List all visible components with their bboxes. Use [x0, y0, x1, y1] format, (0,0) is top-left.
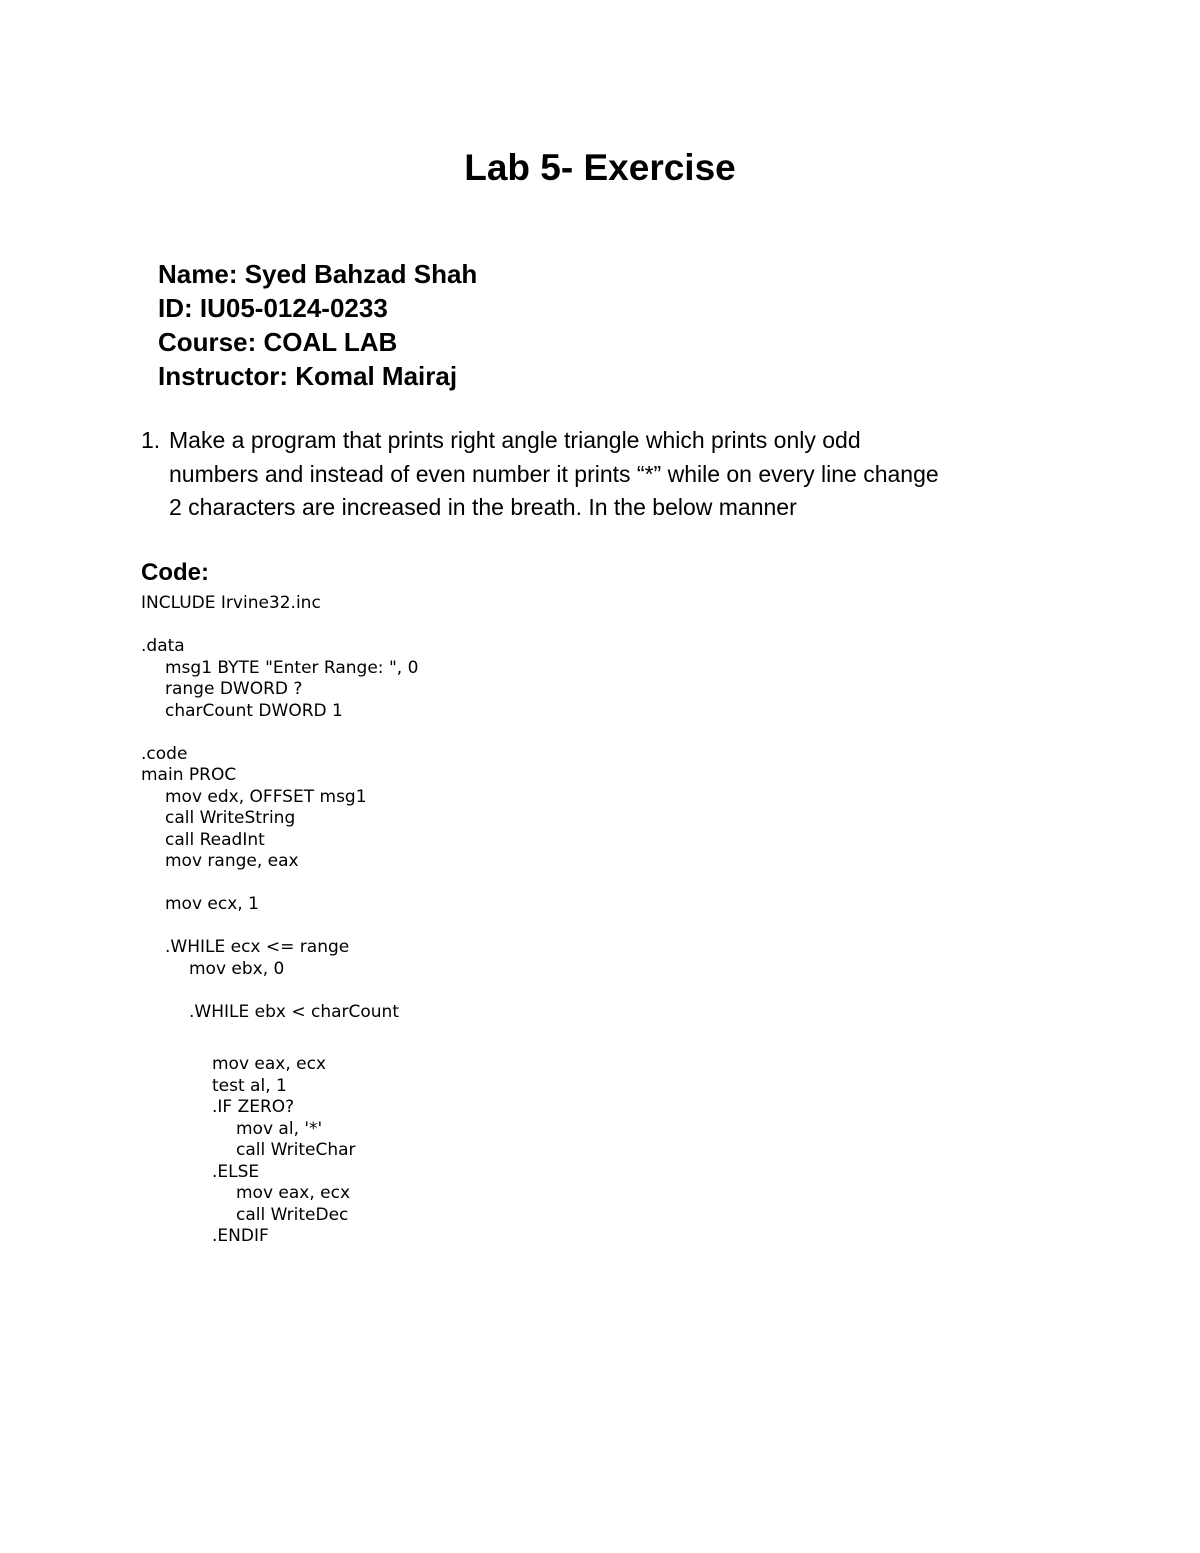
code-line: mov range, eax [165, 851, 299, 871]
code-line: .IF ZERO? [212, 1097, 295, 1117]
student-id: ID: IU05-0124-0233 [158, 293, 388, 323]
code-line: .data [141, 636, 185, 656]
question-line: Make a program that prints right angle triangle which prints only odd [169, 427, 861, 453]
question-line: numbers and instead of even number it prints “*” while on every line change [169, 460, 939, 487]
code-line: charCount DWORD 1 [165, 700, 343, 721]
code-line: call WriteDec [236, 1204, 349, 1225]
code-line: .code [141, 743, 188, 764]
code-line: .WHILE ecx <= range [165, 937, 350, 957]
code-block [141, 593, 418, 1248]
page-title: Lab 5- Exercise [464, 147, 736, 188]
code-line: .ENDIF [212, 1226, 269, 1246]
question-1 [141, 424, 1041, 525]
code-heading: Code: [141, 559, 209, 586]
code-line: call ReadInt [165, 829, 265, 850]
code-line: call WriteString [165, 808, 296, 828]
question-line: 2 characters are increased in the breath. In the below manner [169, 494, 797, 520]
code-line: INCLUDE Irvine32.inc [141, 593, 321, 613]
code-line: mov eax, ecx [212, 1054, 327, 1074]
code-line: mov eax, ecx [236, 1183, 351, 1203]
code-line: mov ebx, 0 [189, 958, 285, 979]
code-line: test al, 1 [212, 1075, 287, 1096]
code-line: main PROC [141, 765, 237, 785]
code-line: mov edx, OFFSET msg1 [165, 786, 367, 807]
instructor-name: Instructor: Komal Mairaj [158, 361, 458, 391]
code-line: .WHILE ebx < charCount [189, 1001, 400, 1022]
code-line: range DWORD ? [165, 679, 303, 699]
question-number: 1. [141, 427, 161, 453]
code-line: mov al, '*' [236, 1118, 323, 1139]
code-line: mov ecx, 1 [165, 894, 259, 914]
code-line: msg1 BYTE "Enter Range: ", 0 [165, 657, 419, 678]
course-name: Course: COAL LAB [158, 327, 398, 357]
code-line: call WriteChar [236, 1140, 356, 1160]
student-name: Name: Syed Bahzad Shah [158, 259, 478, 289]
code-line: .ELSE [212, 1161, 260, 1182]
student-info [158, 257, 477, 393]
